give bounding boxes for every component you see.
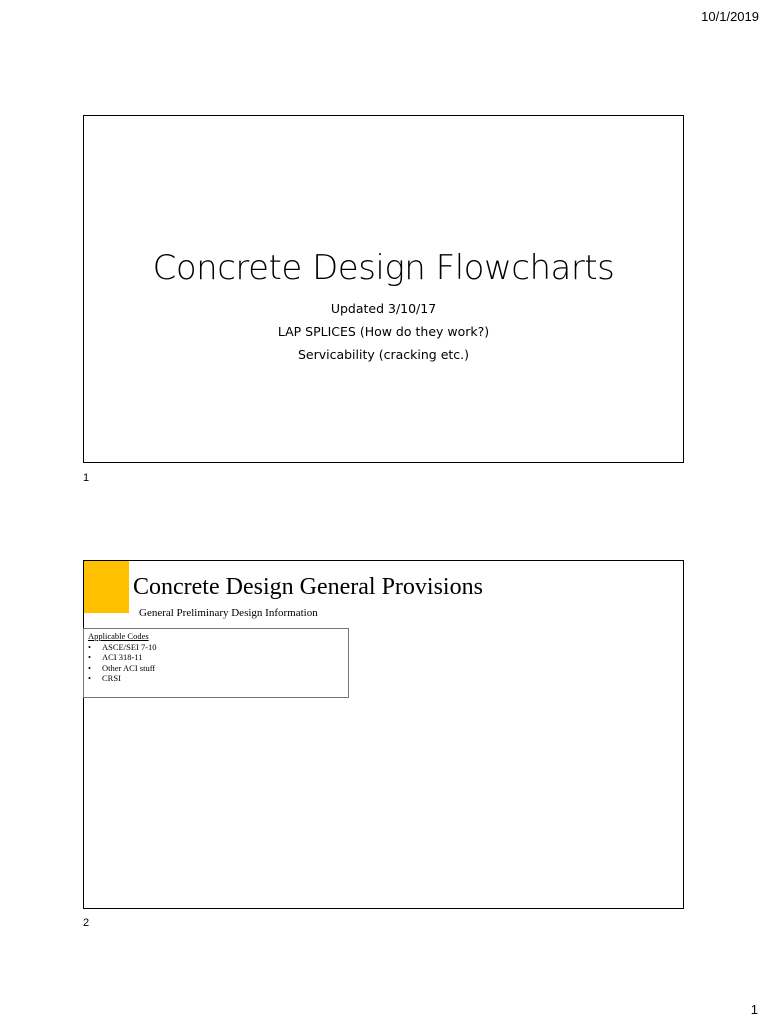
bullet-icon: •	[88, 673, 91, 683]
page-date: 10/1/2019	[701, 9, 759, 24]
codes-list	[88, 642, 344, 684]
slide-2-title: Concrete Design General Provisions	[133, 574, 483, 600]
slide-1-number: 1	[83, 472, 90, 484]
code-item-label: ASCE/SEI 7-10	[102, 641, 157, 652]
applicable-codes-box	[83, 628, 349, 698]
bullet-icon: •	[88, 652, 91, 662]
slide-2-subtitle: General Preliminary Design Information	[139, 607, 318, 619]
slide-1-title: Concrete Design Flowcharts	[152, 248, 615, 288]
list-item	[88, 673, 344, 684]
slide-1	[83, 115, 684, 463]
slide-2-number: 2	[83, 917, 90, 929]
applicable-codes-heading: Applicable Codes	[88, 631, 149, 641]
code-item-label: CRSI	[102, 673, 121, 683]
slide-1-subtitle-updated: Updated 3/10/17	[330, 301, 437, 316]
accent-block	[84, 561, 129, 613]
slide-2	[83, 560, 684, 909]
bullet-icon: •	[88, 641, 91, 652]
bullet-icon: •	[88, 662, 91, 673]
page-number: 1	[750, 1002, 758, 1017]
code-item-label: ACI 318-11	[102, 652, 143, 662]
code-item-label: Other ACI stuff	[102, 662, 156, 673]
list-item	[88, 652, 344, 663]
list-item	[88, 663, 344, 674]
list-item	[88, 642, 344, 653]
slide-1-subtitle-servicability: Servicability (cracking etc.)	[297, 347, 470, 362]
slide-1-subtitle-lap-splices: LAP SPLICES (How do they work?)	[277, 324, 490, 339]
